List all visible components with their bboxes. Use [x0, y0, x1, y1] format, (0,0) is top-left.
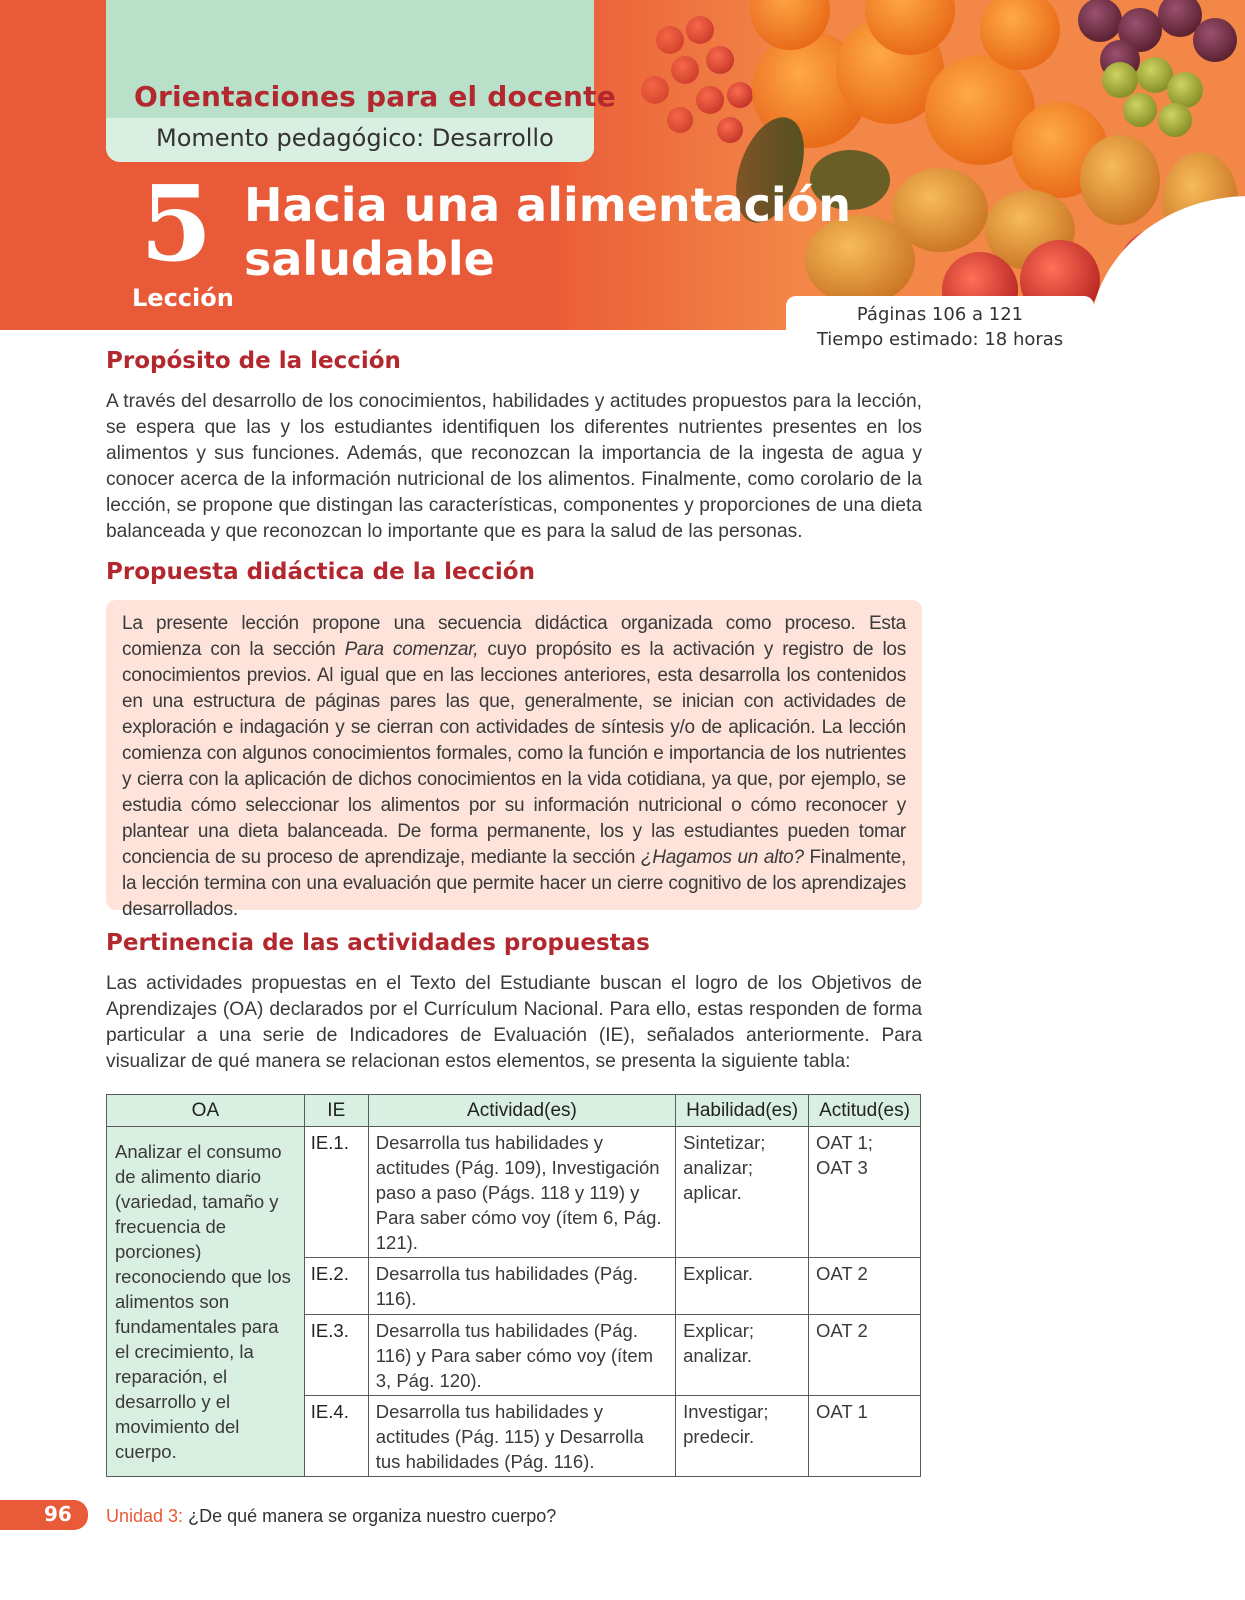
column-header-oa: OA	[107, 1095, 305, 1127]
proposal-text	[122, 611, 906, 923]
activity-cell: Desarrolla tus habilidades (Pág. 116) y Para saber cómo voy (ítem 3, Pág. 120).	[368, 1315, 675, 1396]
proposal-text-part: Finalmente, la lección termina con una evaluación que permite hacer un cierre cognitivo de los aprendizajes desarrollados.	[122, 847, 906, 920]
proposal-text-part: La presente lección propone una secuencia didáctica organizada como proceso. Esta comienza con la sección	[122, 613, 906, 660]
lesson-number: 5	[140, 162, 213, 285]
footer-unit	[106, 1506, 556, 1527]
attitudes-cell: OAT 2	[809, 1315, 921, 1396]
footer-unit-title: ¿De qué manera se organiza nuestro cuerpo?	[188, 1506, 557, 1526]
attitudes-cell: OAT 1	[809, 1396, 921, 1477]
skills-cell: Sintetizar; analizar; aplicar.	[676, 1127, 809, 1258]
lesson-title-line-1: Hacia una alimentación	[244, 178, 852, 232]
pages-range: Páginas 106 a 121	[856, 304, 1024, 325]
skills-cell: Investigar; predecir.	[676, 1396, 809, 1477]
column-header-attitudes: Actitud(es)	[809, 1095, 921, 1127]
proposal-box	[106, 600, 922, 920]
attitudes-cell: OAT 1; OAT 3	[809, 1127, 921, 1258]
oa-cell: Analizar el consumo de alimento diario (variedad, tamaño y frecuencia de porciones) reconociendo que los alimentos son fundamentales para el crecimiento, la reparación, el desarrollo y el movimiento del cuerpo.	[107, 1127, 305, 1477]
ie-cell: IE.3.	[304, 1315, 368, 1396]
attitudes-cell: OAT 2	[809, 1258, 921, 1315]
relevance-heading: Pertinencia de las actividades propuestas	[106, 930, 650, 956]
skills-cell: Explicar.	[676, 1258, 809, 1315]
table-header-row	[107, 1095, 921, 1127]
proposal-text-part: cuyo propósito es la activación y registro de los conocimientos previos. Al igual que en las lecciones anteriores, esta desarrolla los contenidos en una estructura de páginas pares las que, generalmente, se inician con actividades de exploración e indagación y se cierran con actividades de síntesis y/o de aplicación. La lección comienza con algunos conocimientos formales, como la función e importancia de los nutrientes y cierra con la aplicación de dichos conocimientos en la vida cotidiana, ya que, por ejemplo, se estudia cómo seleccionar los alimentos por su información nutricional o cómo reconocer y plantear una dieta balanceada. De forma permanente, los y las estudiantes pueden tomar conciencia de su proceso de aprendizaje, mediante la sección	[122, 639, 906, 868]
purpose-heading: Propósito de la lección	[106, 348, 401, 374]
relevance-text: Las actividades propuestas en el Texto del Estudiante buscan el logro de los Objetivos de Aprendizajes (OA) declarados por el Currículum Nacional. Para ello, estas responden de forma particular a una serie de Indicadores de Evaluación (IE), señalados anteriormente. Para visualizar de qué manera se relacionan estos elementos, se presenta la siguiente tabla:	[106, 973, 922, 1072]
page-title: Orientaciones para el docente	[134, 80, 616, 113]
footer-unit-label: Unidad 3:	[106, 1506, 184, 1526]
column-header-ie: IE	[304, 1095, 368, 1127]
header-left-block	[0, 0, 106, 118]
oa-table	[106, 1094, 921, 1477]
ie-cell: IE.1.	[304, 1127, 368, 1258]
table-row	[107, 1127, 921, 1258]
ie-cell: IE.4.	[304, 1396, 368, 1477]
page-number: 96	[44, 1502, 72, 1526]
purpose-text: A través del desarrollo de los conocimientos, habilidades y actitudes propuestos para la lección, se espera que las y los estudiantes identifiquen los diferentes nutrientes presentes en los alimentos y sus funciones. Además, que reconozcan la importancia de la ingesta de agua y conocer acerca de la información nutricional de los alimentos. Finalmente, como corolario de la lección, se propone que distingan las características, componentes y proporciones de una dieta balanceada y que reconozcan lo importante que es para la salud de las personas.	[106, 391, 922, 542]
activity-cell: Desarrolla tus habilidades y actitudes (Pág. 109), Investigación paso a paso (Págs. 118 y 119) y Para saber cómo voy (ítem 6, Pág. 121).	[368, 1127, 675, 1258]
column-header-skills: Habilidad(es)	[676, 1095, 809, 1127]
page-subtitle: Momento pedagógico: Desarrollo	[106, 118, 594, 162]
activity-cell: Desarrolla tus habilidades (Pág. 116).	[368, 1258, 675, 1315]
lesson-label: Lección	[132, 284, 234, 312]
section-name-hagamos-un-alto: ¿Hagamos un alto?	[640, 847, 804, 868]
activity-cell: Desarrolla tus habilidades y actitudes (Pág. 115) y Desarrolla tus habilidades (Pág. 116).	[368, 1396, 675, 1477]
column-header-activities: Actividad(es)	[368, 1095, 675, 1127]
lesson-title	[244, 178, 851, 286]
pages-info	[786, 302, 1094, 352]
section-name-para-comenzar: Para comenzar,	[344, 639, 479, 660]
proposal-heading: Propuesta didáctica de la lección	[106, 559, 535, 585]
ie-cell: IE.2.	[304, 1258, 368, 1315]
lesson-title-line-2: saludable	[244, 232, 495, 286]
skills-cell: Explicar; analizar.	[676, 1315, 809, 1396]
lesson-header	[0, 0, 1245, 330]
estimated-time: Tiempo estimado: 18 horas	[816, 329, 1064, 350]
